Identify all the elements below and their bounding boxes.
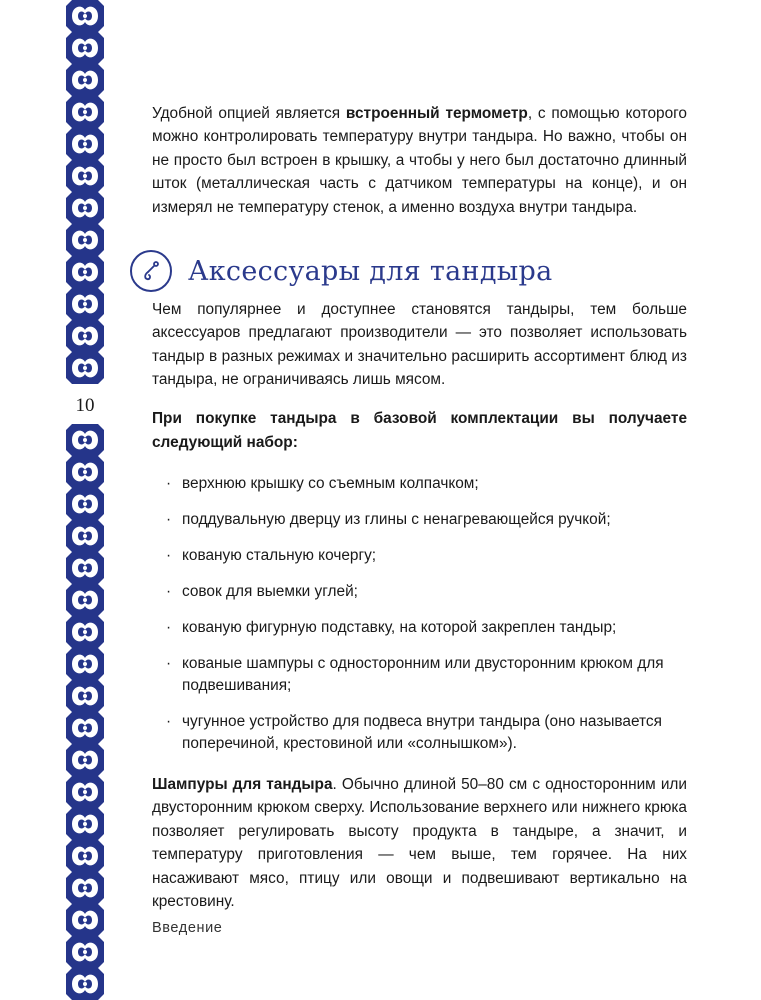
list-item-text: поддувальную дверцу из глины с ненагревающейся ручкой; (182, 511, 611, 528)
list-item (166, 509, 611, 531)
hook-icon (130, 250, 172, 292)
list-item-text: верхнюю крышку со съемным колпачком; (182, 475, 479, 492)
bullet-icon: · (166, 475, 172, 492)
list-item (166, 617, 616, 639)
bullet-icon: · (166, 655, 172, 672)
section-paragraph: Чем популярнее и доступнее становятся тандыры, тем больше аксессуаров предлагают производители — это позволяет использовать тандыр в разных режимах и значительно расширить ассортимент блюд из тандыра, не ограничиваясь лишь мясом. (152, 301, 687, 389)
list-item (166, 653, 682, 697)
skewers-bold-term: Шампуры для тандыра (152, 776, 333, 793)
section-heading (130, 248, 553, 294)
ornament-strip-top (66, 0, 104, 384)
section-title: Аксессуары для тандыра (188, 255, 553, 287)
list-item-text: совок для выемки углей; (182, 583, 358, 600)
bullet-icon: · (166, 713, 172, 730)
bullet-icon: · (166, 511, 172, 528)
list-item (166, 711, 682, 755)
list-item-text: кованые шампуры с односторонним или двусторонним крюком для подвешивания; (182, 655, 664, 694)
ornament-pattern-top (66, 0, 104, 384)
list-subheading: При покупке тандыра в базовой комплектации вы получаете следующий набор: (152, 410, 687, 451)
bullet-icon: · (166, 583, 172, 600)
bullet-icon: · (166, 547, 172, 564)
list-item (166, 545, 376, 567)
list-item-text: кованую фигурную подставку, на которой закреплен тандыр; (182, 619, 617, 636)
ornament-strip-bottom (66, 424, 104, 1000)
intro-bold-term: встроенный термометр (345, 105, 528, 122)
intro-paragraph (152, 102, 687, 219)
list-item-text: чугунное устройство для подвеса внутри тандыра (оно называется поперечиной, крестовиной или «солнышком»). (182, 713, 662, 752)
running-footer: Введение (152, 920, 223, 936)
skewers-paragraph (152, 773, 687, 913)
list-item (166, 473, 479, 495)
list-item-text: кованую стальную кочергу; (182, 547, 377, 564)
skewers-text: . Обычно длиной 50–80 см с односторонним или двусторонним крюком сверху. Использование верхнего или нижнего крюка позволяет регулировать высоту продукта в тандыре, а значит, и температуру приготовления — чем выше, тем горячее. На них насаживают мясо, птицу или овощи и подвешивают вертикально на крестовину. (152, 776, 687, 911)
ornament-pattern-bottom (66, 424, 104, 1000)
list-item (166, 581, 358, 603)
bullet-icon: · (166, 619, 172, 636)
intro-text-start: Удобной опцией является (152, 105, 346, 122)
page-number: 10 (75, 395, 95, 416)
intro-text-end: , с помощью которого можно контролировать температуру внутри тандыра. Но важно, чтобы он не просто был встроен в крышку, а чтобы у него был достаточно длинный шток (металлическая часть с датчиком температуры на конце), и он измерял не температуру стенок, а именно воздуха внутри тандыра. (152, 105, 687, 216)
